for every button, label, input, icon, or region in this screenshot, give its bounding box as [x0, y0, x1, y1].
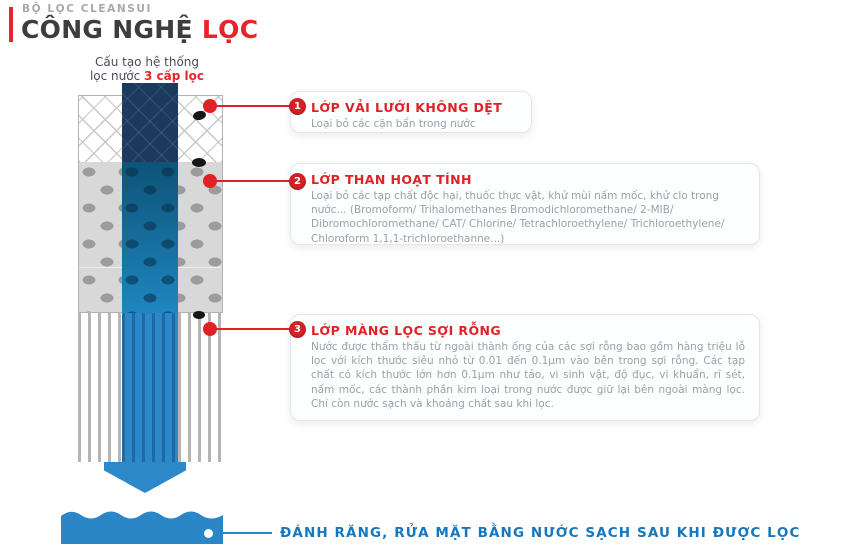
basin-connector-line [212, 532, 272, 534]
callout-body: Nước được thẩm thấu từ ngoài thành ống của các sợi rỗng bao gồm hàng triệu lỗ lọc với kích thước siêu nhỏ từ 0.01 đến 0.1µm vào bên trong sợi rỗng. Các tạp chất có kích thước lớn hơn 0.1µm như tảo, vi sinh vật, độ đục, vi khuẩn, rỉ sét, nấm mốc, các thành phần kim loại trong nước được giữ lại bên ngoài màng lọc. Chỉ còn nước sạch và khoáng chất sau khi lọc. [311, 341, 745, 410]
connector-dot-2 [203, 174, 217, 188]
subtitle-line2 [62, 69, 232, 83]
page-title [21, 15, 258, 44]
connector-line-1 [210, 105, 298, 107]
water-stream-middle [122, 162, 178, 313]
contaminant-dot [193, 311, 205, 319]
header-accent-bar [9, 7, 13, 42]
contaminant-dot [192, 158, 206, 167]
callout-title: LỚP VẢI LƯỚI KHÔNG DỆT [311, 100, 503, 115]
water-stream-top [122, 83, 178, 162]
subtitle-line2-highlight: 3 cấp lọc [144, 69, 205, 83]
connector-line-3 [210, 328, 298, 330]
diagram-subtitle [62, 55, 232, 83]
connector-dot-3 [203, 322, 217, 336]
page-title-red: LỌC [201, 15, 259, 44]
callout-membrane-layer [290, 314, 760, 421]
connector-line-2 [210, 180, 298, 182]
callout-title: LỚP MÀNG LỌC SỢI RỖNG [311, 323, 501, 338]
connector-dot-1 [203, 99, 217, 113]
water-basin [61, 506, 223, 544]
step-badge-2: 2 [289, 173, 306, 190]
step-badge-3: 3 [289, 321, 306, 338]
step-badge-1: 1 [289, 98, 306, 115]
callout-body: Loại bỏ các cặn bẩn trong nước [311, 118, 476, 130]
subtitle-line1: Cấu tạo hệ thống [94, 55, 200, 69]
header-eyebrow: BỘ LỌC CLEANSUI [22, 3, 153, 15]
callout-body: Loại bỏ các tạp chất độc hại, thuốc thực vật, khử mùi nấm mốc, khử clo trong nước... (Bromoform/ Trihalomethanes Bromodichloromethane/ 2-MIB/ Dibromochloromethane/ CAT/ Chlorine/ Tetrachloroethylene/ Trichloroethylene/ Chloroform 1,1,1-trichloroethanne...) [311, 190, 725, 245]
callout-title: LỚP THAN HOẠT TÍNH [311, 172, 472, 187]
footer-caption: ĐÁNH RĂNG, RỬA MẶT BẰNG NƯỚC SẠCH SAU KHI ĐƯỢC LỌC [280, 525, 801, 541]
subtitle-line2-prefix: lọc nước [89, 69, 145, 83]
callout-carbon-layer [290, 163, 760, 245]
callout-mesh-layer [290, 91, 532, 133]
water-stream-bottom [122, 313, 178, 462]
arrow-down-icon [104, 462, 186, 493]
basin-connector-dot [204, 529, 213, 538]
page-title-dark: CÔNG NGHỆ [21, 15, 202, 44]
